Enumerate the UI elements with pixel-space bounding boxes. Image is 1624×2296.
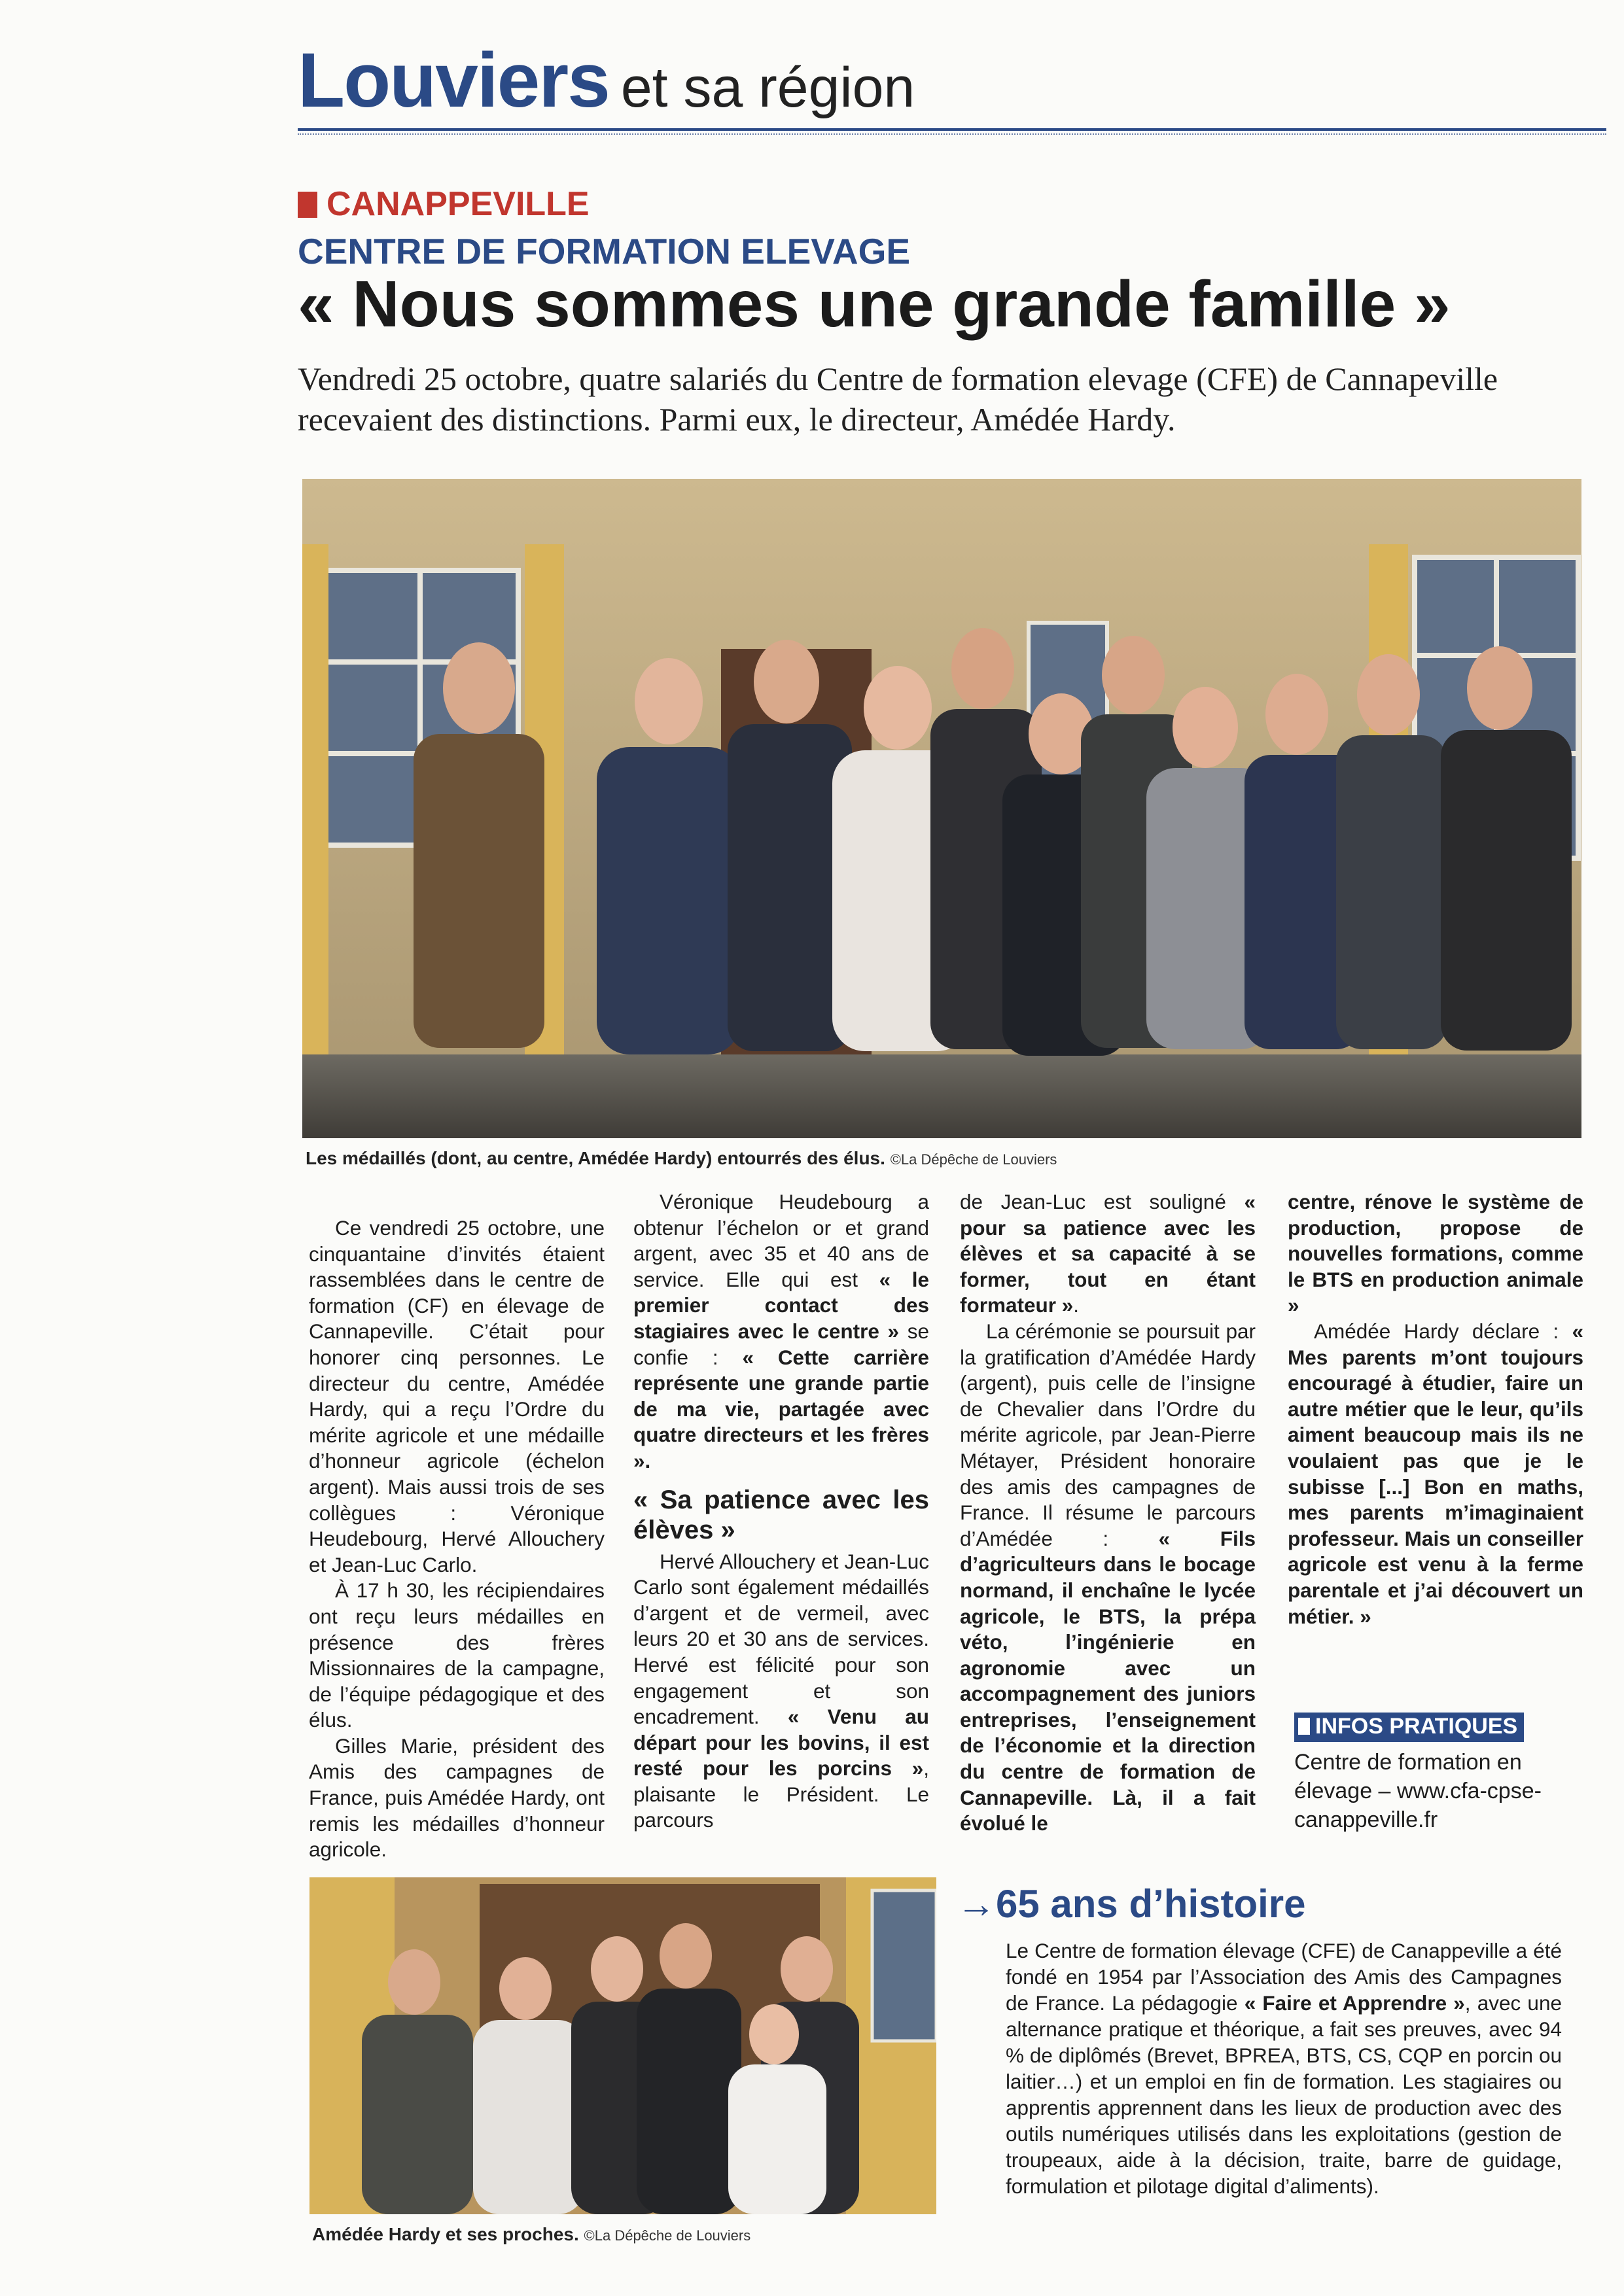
col3-p2-text-a: La cérémonie se poursuit par la gratification d’Amédée Hardy (argent), puis celle de l’insigne de Chevalier dans l’Ordre du mérite agricole, par Jean-Pierre Métayer, Président honoraire des amis des campagnes de France. Il résume le parcours d’Amédée : <box>960 1319 1256 1550</box>
infos-square-icon <box>1298 1718 1310 1735</box>
col4-paragraph-2 <box>1288 1319 1583 1629</box>
infos-label-text: INFOS PRATIQUES <box>1315 1714 1518 1739</box>
main-photo-caption-text: Les médaillés (dont, au centre, Amédée Hardy) entourrés des élus. <box>306 1148 885 1168</box>
column-3 <box>960 1189 1256 1837</box>
main-photo-credit: ©La Dépêche de Louviers <box>890 1151 1057 1168</box>
kicker-text: CANAPPEVILLE <box>327 185 590 223</box>
family-photo-caption-text: Amédée Hardy et ses proches. <box>312 2224 579 2244</box>
col3-p1-text-c: . <box>1073 1293 1080 1317</box>
family-photo-credit: ©La Dépêche de Louviers <box>584 2227 751 2244</box>
infos-pratiques-label <box>1294 1713 1524 1742</box>
history-title: →65 ans d’histoire <box>957 1882 1306 1926</box>
article-headline: « Nous sommes une grande famille » <box>298 268 1451 341</box>
infos-pratiques-text: Centre de formation en élevage – www.cfa-cpse-canappeville.fr <box>1294 1750 1542 1832</box>
column-1 <box>309 1215 605 1863</box>
col2-p1-quote-1: « le premier contact des stagiaires avec le centre » <box>633 1267 930 1343</box>
col3-p2-quote: « Fils d’agriculteurs dans le bocage normand, il enchaîne le lycée agricole, le BTS, la prépa véto, l’ingénierie en agronomie avec un accompagnement des juniors entreprises, l’enseignement de l’économie et la direction du centre de formation de Cannapeville. Là, il a fait évolué le <box>960 1526 1256 1835</box>
col4-p2-text-a: Amédée Hardy déclare : <box>1314 1319 1572 1343</box>
main-photo-image <box>302 479 1581 1138</box>
col2-p2-text-c: , plaisante le Président. Le parcours <box>633 1756 929 1832</box>
col1-paragraph-1: Ce vendredi 25 octobre, une cinquantaine d’invités étaient rassemblées dans le centre de formation (CF) en élevage de Cannapeville. C’était pour honorer cinq personnes. Le directeur du centre, Amédée Hardy, qui a reçu l’Ordre du mérite agricole et une médaille d’honneur agricole (échelon argent). Mais aussi trois de ses collègues : Véronique Heudebourg, Hervé Allouchery et Jean-Luc Carlo. <box>309 1216 605 1576</box>
history-quote: « Faire et Apprendre » <box>1244 1991 1465 2015</box>
col3-paragraph-2 <box>960 1319 1256 1837</box>
col3-p1-text-a: de Jean-Luc est souligné <box>960 1190 1244 1213</box>
history-text <box>1006 1938 1562 2199</box>
masthead-rule <box>298 128 1606 131</box>
col2-p1-quote-2: « Cette carrière représente une grande partie de ma vie, partagée avec quatre directeurs et les frères ». <box>633 1345 930 1472</box>
masthead-rule-dotted <box>298 133 1606 135</box>
column-2 <box>633 1189 929 1834</box>
article-standfirst: Vendredi 25 octobre, quatre salariés du Centre de formation elevage (CFE) de Cannapeville recevaient des distinctions. Parmi eux, le directeur, Amédée Hardy. <box>298 360 1498 438</box>
history-text-a: Le Centre de formation élevage (CFE) de Canappeville a été fondé en 1954 par l’Association des Amis des Campagnes de France. La pédagogie <box>1006 1939 1562 2015</box>
masthead-region: et sa région <box>620 56 915 119</box>
col3-paragraph-1 <box>960 1189 1256 1319</box>
col2-p1-text-a: Véronique Heudebourg a obtenur l’échelon or et grand argent, avec 35 et 40 ans de service. Elle qui est <box>633 1190 929 1291</box>
article-kicker <box>298 184 590 224</box>
main-photo <box>302 479 1581 1138</box>
col4-p2-quote: « Mes parents m’ont toujours encouragé à étudier, faire un autre métier que le leur, qu’ils aiment beaucoup mais ils ne voulaient pas que je le subisse [...] Bon en maths, mes parents m’imaginaient professeur. Mais un conseiller agricole est venu à la ferme parentale et j’ai découvert un métier. » <box>1288 1319 1583 1628</box>
main-photo-caption <box>306 1148 1287 1169</box>
col4-p1-quote: centre, rénove le système de production, propose de nouvelles formations, comme le BTS en production animale » <box>1288 1190 1583 1317</box>
article-subhead: CENTRE DE FORMATION ELEVAGE <box>298 231 911 271</box>
masthead <box>298 36 1606 128</box>
col2-intertitle: « Sa patience avec les élèves » <box>633 1485 929 1544</box>
col2-paragraph-1 <box>633 1189 929 1474</box>
masthead-town: Louviers <box>298 37 609 124</box>
col1-paragraph-3: Gilles Marie, président des Amis des campagnes de France, puis Amédée Hardy, ont remis les médailles d’honneur agricole. <box>309 1733 605 1862</box>
col3-p1-quote: « pour sa patience avec les élèves et sa capacité à se former, tout en étant formateur » <box>960 1190 1256 1317</box>
family-photo-image <box>309 1877 936 2214</box>
col1-paragraph-2: À 17 h 30, les récipiendaires ont reçu leurs médailles en présence des frères Missionnaires de la campagne, de l’équipe pédagogique et des élus. <box>309 1578 605 1732</box>
kicker-square-icon <box>298 192 317 218</box>
col2-p1-text-c: se confie : <box>633 1319 929 1369</box>
col2-paragraph-2 <box>633 1549 929 1834</box>
family-photo-caption <box>312 2224 934 2245</box>
col2-p2-text-a: Hervé Allouchery et Jean-Luc Carlo sont également médaillés d’argent et de vermeil, avec leurs 20 et 30 ans de services. Hervé est félicité pour son engagement et son encadrement. <box>633 1549 929 1729</box>
col4-paragraph-1 <box>1288 1189 1583 1319</box>
family-photo <box>309 1877 936 2214</box>
history-text-c: , avec une alternance pratique et théorique, a fait ses preuves, avec 94 % de diplômés (Brevet, BPREA, BTS, CS, CQP en porcin ou laitier…) et un emploi en fin de formation. Les stagiaires ou apprentis apprennent dans les lieux de production avec des outils numériques utilisés dans les exploitations (gestion de troupeaux, aide à la décision, traite, barre de guidage, formulation et pilotage digital d’aliments). <box>1006 1991 1562 2198</box>
col2-p2-quote: « Venu au départ pour les bovins, il est resté pour les porcins » <box>633 1705 929 1781</box>
column-4 <box>1288 1189 1583 1629</box>
